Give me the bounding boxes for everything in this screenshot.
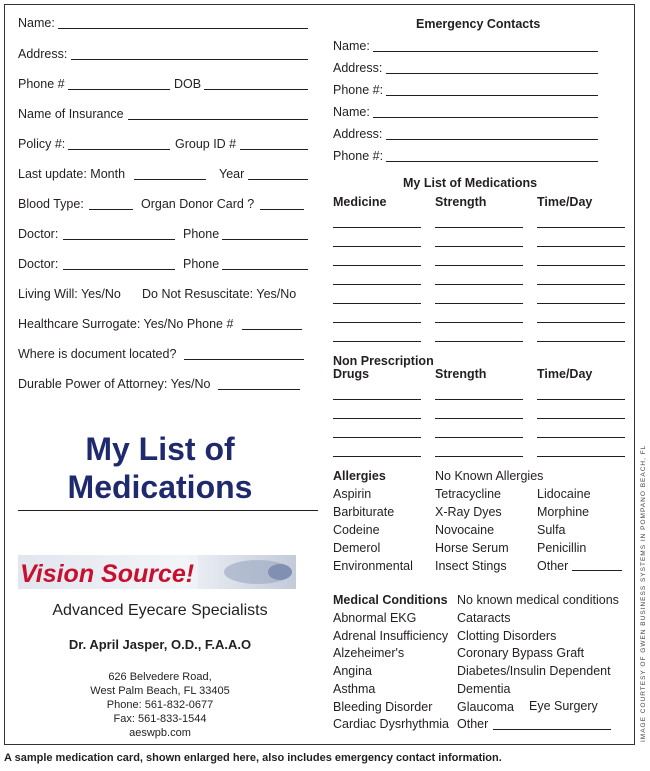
organ-donor-field[interactable] [260,209,304,210]
year-field[interactable] [248,179,308,180]
np-drug-field-3[interactable] [333,437,421,438]
logo-text: Vision Source! [20,560,195,588]
col-time: Time/Day [537,195,593,209]
dob-field[interactable] [204,89,308,90]
doctor2-label: Doctor: [18,257,59,271]
condition-option[interactable]: Glaucoma [457,699,514,714]
meds-heading: My List of Medications [403,176,538,190]
medicine-field-7[interactable] [333,341,421,342]
card-title-line2: Medications [67,469,253,505]
name-field[interactable] [58,28,308,29]
allergy-other-field[interactable] [572,570,622,571]
condition-other-field[interactable] [493,729,611,730]
allergy-option[interactable]: Penicillin [537,541,587,555]
surrogate-phone-field[interactable] [242,329,302,330]
np-drug-field-2[interactable] [333,418,421,419]
condition-option[interactable]: Dementia [457,681,511,696]
allergy-option[interactable]: Other [537,559,569,573]
condition-option[interactable]: Adrenal Insufficiency [333,628,449,643]
doctor1-label: Doctor: [18,227,59,241]
ec2-address-field[interactable] [386,139,598,140]
poa-field[interactable] [218,389,300,390]
np-time-field-1[interactable] [537,399,625,400]
allergy-option[interactable]: Environmental [333,559,413,573]
ec1-address-label: Address: [333,61,383,75]
condition-option[interactable]: Other [457,717,489,732]
no-known-allergies[interactable]: No Known Allergies [435,469,544,483]
insurance-label: Name of Insurance [18,107,124,121]
ec1-name-field[interactable] [373,51,598,52]
insurance-field[interactable] [128,119,308,120]
strength-field-7[interactable] [435,341,523,342]
condition-option[interactable]: Angina [333,664,372,679]
poa-label: Durable Power of Attorney: Yes/No [18,377,211,391]
allergies-heading: Allergies [333,469,386,483]
time-field-7[interactable] [537,341,625,342]
dnr-label: Do Not Resuscitate: Yes/No [142,287,297,301]
doc-location-field[interactable] [184,359,304,360]
np-col-strength: Strength [435,367,487,381]
np-heading-line2: Drugs [333,367,370,381]
address-line1: 626 Belvedere Road, [108,671,212,683]
allergy-option[interactable]: Novocaine [435,523,495,537]
strength-field-2[interactable] [435,246,523,247]
address-line2: West Palm Beach, FL 33405 [90,685,230,697]
condition-option[interactable]: Diabetes/Insulin Dependent [457,664,611,679]
allergy-option[interactable]: Aspirin [333,487,372,501]
np-drug-field-4[interactable] [333,456,421,457]
blood-type-label: Blood Type: [18,197,84,211]
website[interactable]: aeswpb.com [129,727,191,739]
doctor2-phone-label: Phone [183,257,220,271]
strength-field-4[interactable] [435,284,523,285]
doctor2-phone-field[interactable] [222,269,308,270]
strength-field-6[interactable] [435,322,523,323]
title-rule [18,510,318,511]
ec1-address-field[interactable] [386,73,598,74]
group-id-field[interactable] [240,149,308,150]
doc-location-label: Where is document located? [18,347,177,361]
col-strength: Strength [435,195,487,209]
strength-field-3[interactable] [435,265,523,266]
phone-field[interactable] [68,89,170,90]
ec1-phone-label: Phone #: [333,83,384,97]
phone-label: Phone # [18,77,65,91]
strength-field-1[interactable] [435,227,523,228]
col-medicine: Medicine [333,195,387,209]
np-strength-field-2[interactable] [435,418,523,419]
allergy-option[interactable]: Lidocaine [537,487,591,501]
allergy-option[interactable]: Demerol [333,541,381,555]
figure-caption: A sample medication card, shown enlarged here, also includes emergency contact information. [4,752,502,764]
condition-option[interactable]: Clotting Disorders [457,628,557,643]
allergy-option[interactable]: Insect Stings [435,559,507,573]
allergy-option[interactable]: X-Ray Dyes [435,505,502,519]
condition-option[interactable]: Asthma [333,681,376,696]
np-col-time: Time/Day [537,367,593,381]
allergy-option[interactable]: Codeine [333,523,380,537]
fax-line: Fax: 561-833-1544 [113,713,207,725]
last-update-label: Last update: Month [18,167,126,181]
ec2-phone-label: Phone #: [333,149,384,163]
ec2-name-field[interactable] [373,117,598,118]
phone-line: Phone: 561-832-0677 [106,699,214,711]
conditions-heading: Medical Conditions [333,593,448,607]
policy-label: Policy #: [18,137,66,151]
time-field-2[interactable] [537,246,625,247]
ec1-phone-field[interactable] [386,95,598,96]
time-field-4[interactable] [537,284,625,285]
time-field-6[interactable] [537,322,625,323]
doctor1-field[interactable] [63,239,175,240]
np-time-field-2[interactable] [537,418,625,419]
image-credit: IMAGE COURTESY OF GWEN BUSINESS SYSTEMS IN POMPANO BEACH, FL [640,444,647,742]
medicine-field-1[interactable] [333,227,421,228]
address-label: Address: [18,47,68,61]
group-id-label: Group ID # [175,137,237,151]
doctor1-phone-label: Phone [183,227,220,241]
blood-type-field[interactable] [89,209,133,210]
np-drug-field-1[interactable] [333,399,421,400]
time-field-5[interactable] [537,303,625,304]
np-time-field-4[interactable] [537,456,625,457]
year-label: Year [219,167,245,181]
card-title-line1: My List of [85,431,235,467]
condition-option[interactable]: Coronary Bypass Graft [457,646,585,661]
allergy-option[interactable]: Morphine [537,505,590,519]
condition-eye-surgery[interactable]: Eye Surgery [529,699,598,713]
np-strength-field-3[interactable] [435,437,523,438]
condition-option[interactable]: Bleeding Disorder [333,699,433,714]
practice-name: Advanced Eyecare Specialists [52,602,268,619]
organ-donor-label: Organ Donor Card ? [141,197,255,211]
dob-label: DOB [174,77,202,91]
condition-option[interactable]: Abnormal EKG [333,611,417,625]
vision-source-logo [18,555,296,589]
ec2-phone-field[interactable] [386,161,598,162]
allergy-option[interactable]: Sulfa [537,523,566,537]
condition-option[interactable]: Cataracts [457,611,511,625]
time-field-1[interactable] [537,227,625,228]
ec2-address-label: Address: [333,127,383,141]
emergency-heading: Emergency Contacts [416,17,541,31]
medicine-field-6[interactable] [333,322,421,323]
policy-field[interactable] [68,149,170,150]
ec1-name-label: Name: [333,39,370,53]
address-field[interactable] [71,59,308,60]
np-strength-field-1[interactable] [435,399,523,400]
allergy-option[interactable]: Barbiturate [333,505,395,519]
medicine-field-2[interactable] [333,246,421,247]
medicine-field-3[interactable] [333,265,421,266]
strength-field-5[interactable] [435,303,523,304]
surrogate-label: Healthcare Surrogate: Yes/No Phone # [18,317,234,331]
allergy-option[interactable]: Horse Serum [435,541,509,555]
month-field[interactable] [134,179,206,180]
doctor1-phone-field[interactable] [222,239,308,240]
doctor2-field[interactable] [63,269,175,270]
time-field-3[interactable] [537,265,625,266]
name-label: Name: [18,16,55,30]
medicine-field-4[interactable] [333,284,421,285]
condition-option[interactable]: Cardiac Dysrhythmia [333,717,450,732]
doctor-name: Dr. April Jasper, O.D., F.A.A.O [68,637,252,652]
ec2-name-label: Name: [333,105,370,119]
living-will-label: Living Will: Yes/No [18,287,121,301]
np-heading-line1: Non Prescription [333,354,434,368]
np-strength-field-4[interactable] [435,456,523,457]
medicine-field-5[interactable] [333,303,421,304]
no-known-conditions[interactable]: No known medical conditions [457,593,619,607]
allergy-option[interactable]: Tetracycline [435,487,501,501]
condition-option[interactable]: Alzeheimer's [333,646,405,661]
np-time-field-3[interactable] [537,437,625,438]
